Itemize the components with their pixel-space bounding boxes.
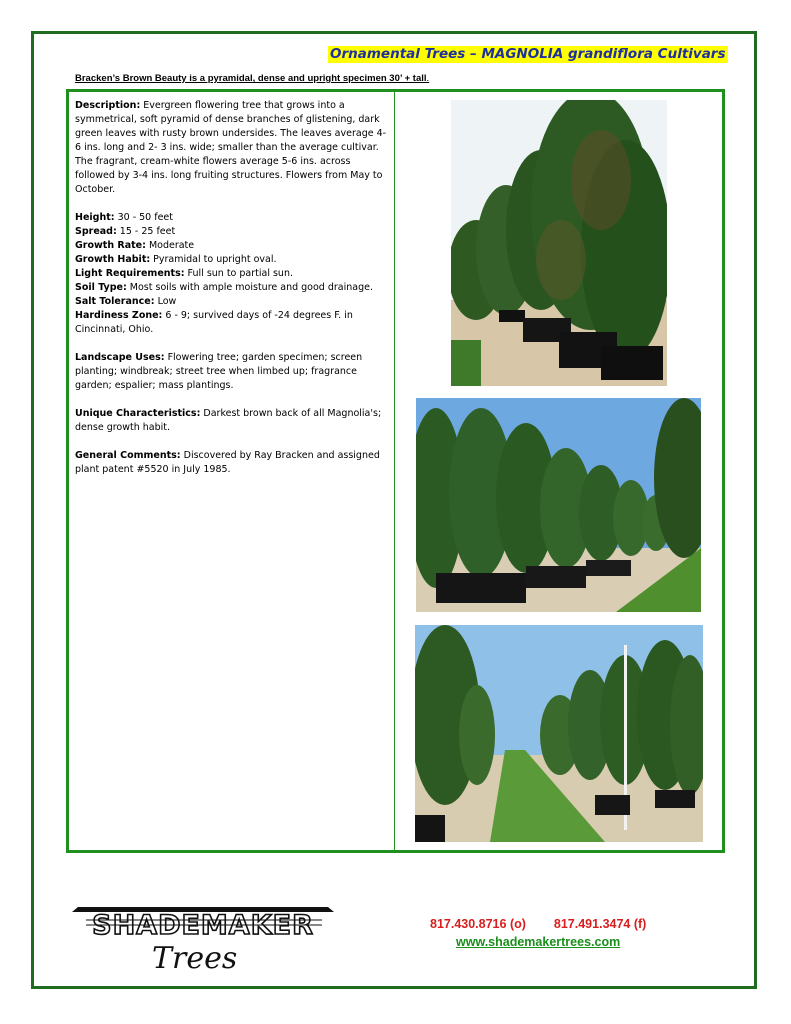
spread: [75, 225, 387, 239]
hardiness-label: Hardiness Zone:: [75, 310, 163, 321]
logo-top-text: SHADEMAKER: [92, 910, 314, 941]
light-label: Light Requirements:: [75, 268, 185, 279]
general-value: Discovered by Ray Bracken and assigned plant patent #5520 in July 1985.: [75, 450, 380, 475]
website-link[interactable]: www.shademakertrees.com: [456, 935, 621, 949]
hardiness-value: 6 - 9; survived days of -24 degrees F. in Cincinnati, Ohio.: [75, 310, 353, 335]
height: [75, 211, 387, 225]
logo-bottom-text: Trees: [152, 941, 238, 974]
landscape-label: Landscape Uses:: [75, 352, 165, 363]
light-value: Full sun to partial sun.: [184, 268, 293, 279]
hardiness-zone: [75, 309, 387, 337]
salt-label: Salt Tolerance:: [75, 296, 155, 307]
general-label: General Comments:: [75, 450, 181, 461]
phone-numbers: [430, 917, 680, 931]
soil-value: Most soils with ample moisture and good drainage.: [126, 282, 373, 293]
salt-tolerance: [75, 295, 387, 309]
growth-habit: [75, 253, 387, 267]
subtitle-period: .: [426, 73, 430, 84]
unique-label: Unique Characteristics:: [75, 408, 201, 419]
growth-rate-value: Moderate: [145, 240, 195, 251]
growth-rate-label: Growth Rate:: [75, 240, 146, 251]
unique-value: Darkest brown back of all Magnolia's; dense growth habit.: [75, 408, 382, 433]
soil-label: Soil Type:: [75, 282, 127, 293]
magnolia-tree-photo-1: [451, 100, 667, 386]
page-title: Ornamental Trees – MAGNOLIA grandiflora Cultivars: [330, 46, 726, 62]
growth-habit-value: Pyramidal to upright oval.: [150, 254, 277, 265]
soil-type: [75, 281, 387, 295]
landscape-uses: [75, 351, 387, 393]
shademaker-logo: [72, 904, 334, 974]
light-requirements: [75, 267, 387, 281]
subtitle-text: Bracken’s Brown Beauty is a pyramidal, dense and upright specimen 30’ + tall: [75, 73, 427, 84]
salt-value: Low: [154, 296, 177, 307]
height-label: Height:: [75, 212, 115, 223]
office-phone: 817.430.8716 (o): [430, 917, 526, 931]
details-column: [75, 99, 387, 491]
growth-rate: [75, 239, 387, 253]
fax-number: 817.491.3474 (f): [553, 917, 647, 931]
description-text: Evergreen flowering tree that grows into a symmetrical, soft pyramid of dense branches of glistening, dark green leaves with rusty brown undersides. The leaves average 4-6 ins. long and 2- 3 ins. wide; smaller than the average cultivar. The fragrant, cream-white flowers average 5-6 ins. across followed by 3-4 ins. long fruiting structures. Flowers from May to October.: [75, 100, 387, 195]
contact-info: [430, 917, 680, 949]
general-comments: [75, 449, 387, 477]
landscape-value: Flowering tree; garden specimen; screen planting; windbreak; street tree when limbed up; fragrance garden; espalier; mass plantings.: [75, 352, 363, 391]
spread-value: 15 - 25 feet: [116, 226, 176, 237]
spread-label: Spread:: [75, 226, 117, 237]
column-divider: [394, 92, 395, 850]
magnolia-tree-photo-2: [416, 398, 701, 612]
height-value: 30 - 50 feet: [114, 212, 174, 223]
unique-characteristics: [75, 407, 387, 435]
subtitle: [75, 73, 429, 84]
description: [75, 99, 387, 197]
growth-habit-label: Growth Habit:: [75, 254, 151, 265]
magnolia-tree-photo-3: [415, 625, 703, 842]
description-label: Description:: [75, 100, 141, 111]
